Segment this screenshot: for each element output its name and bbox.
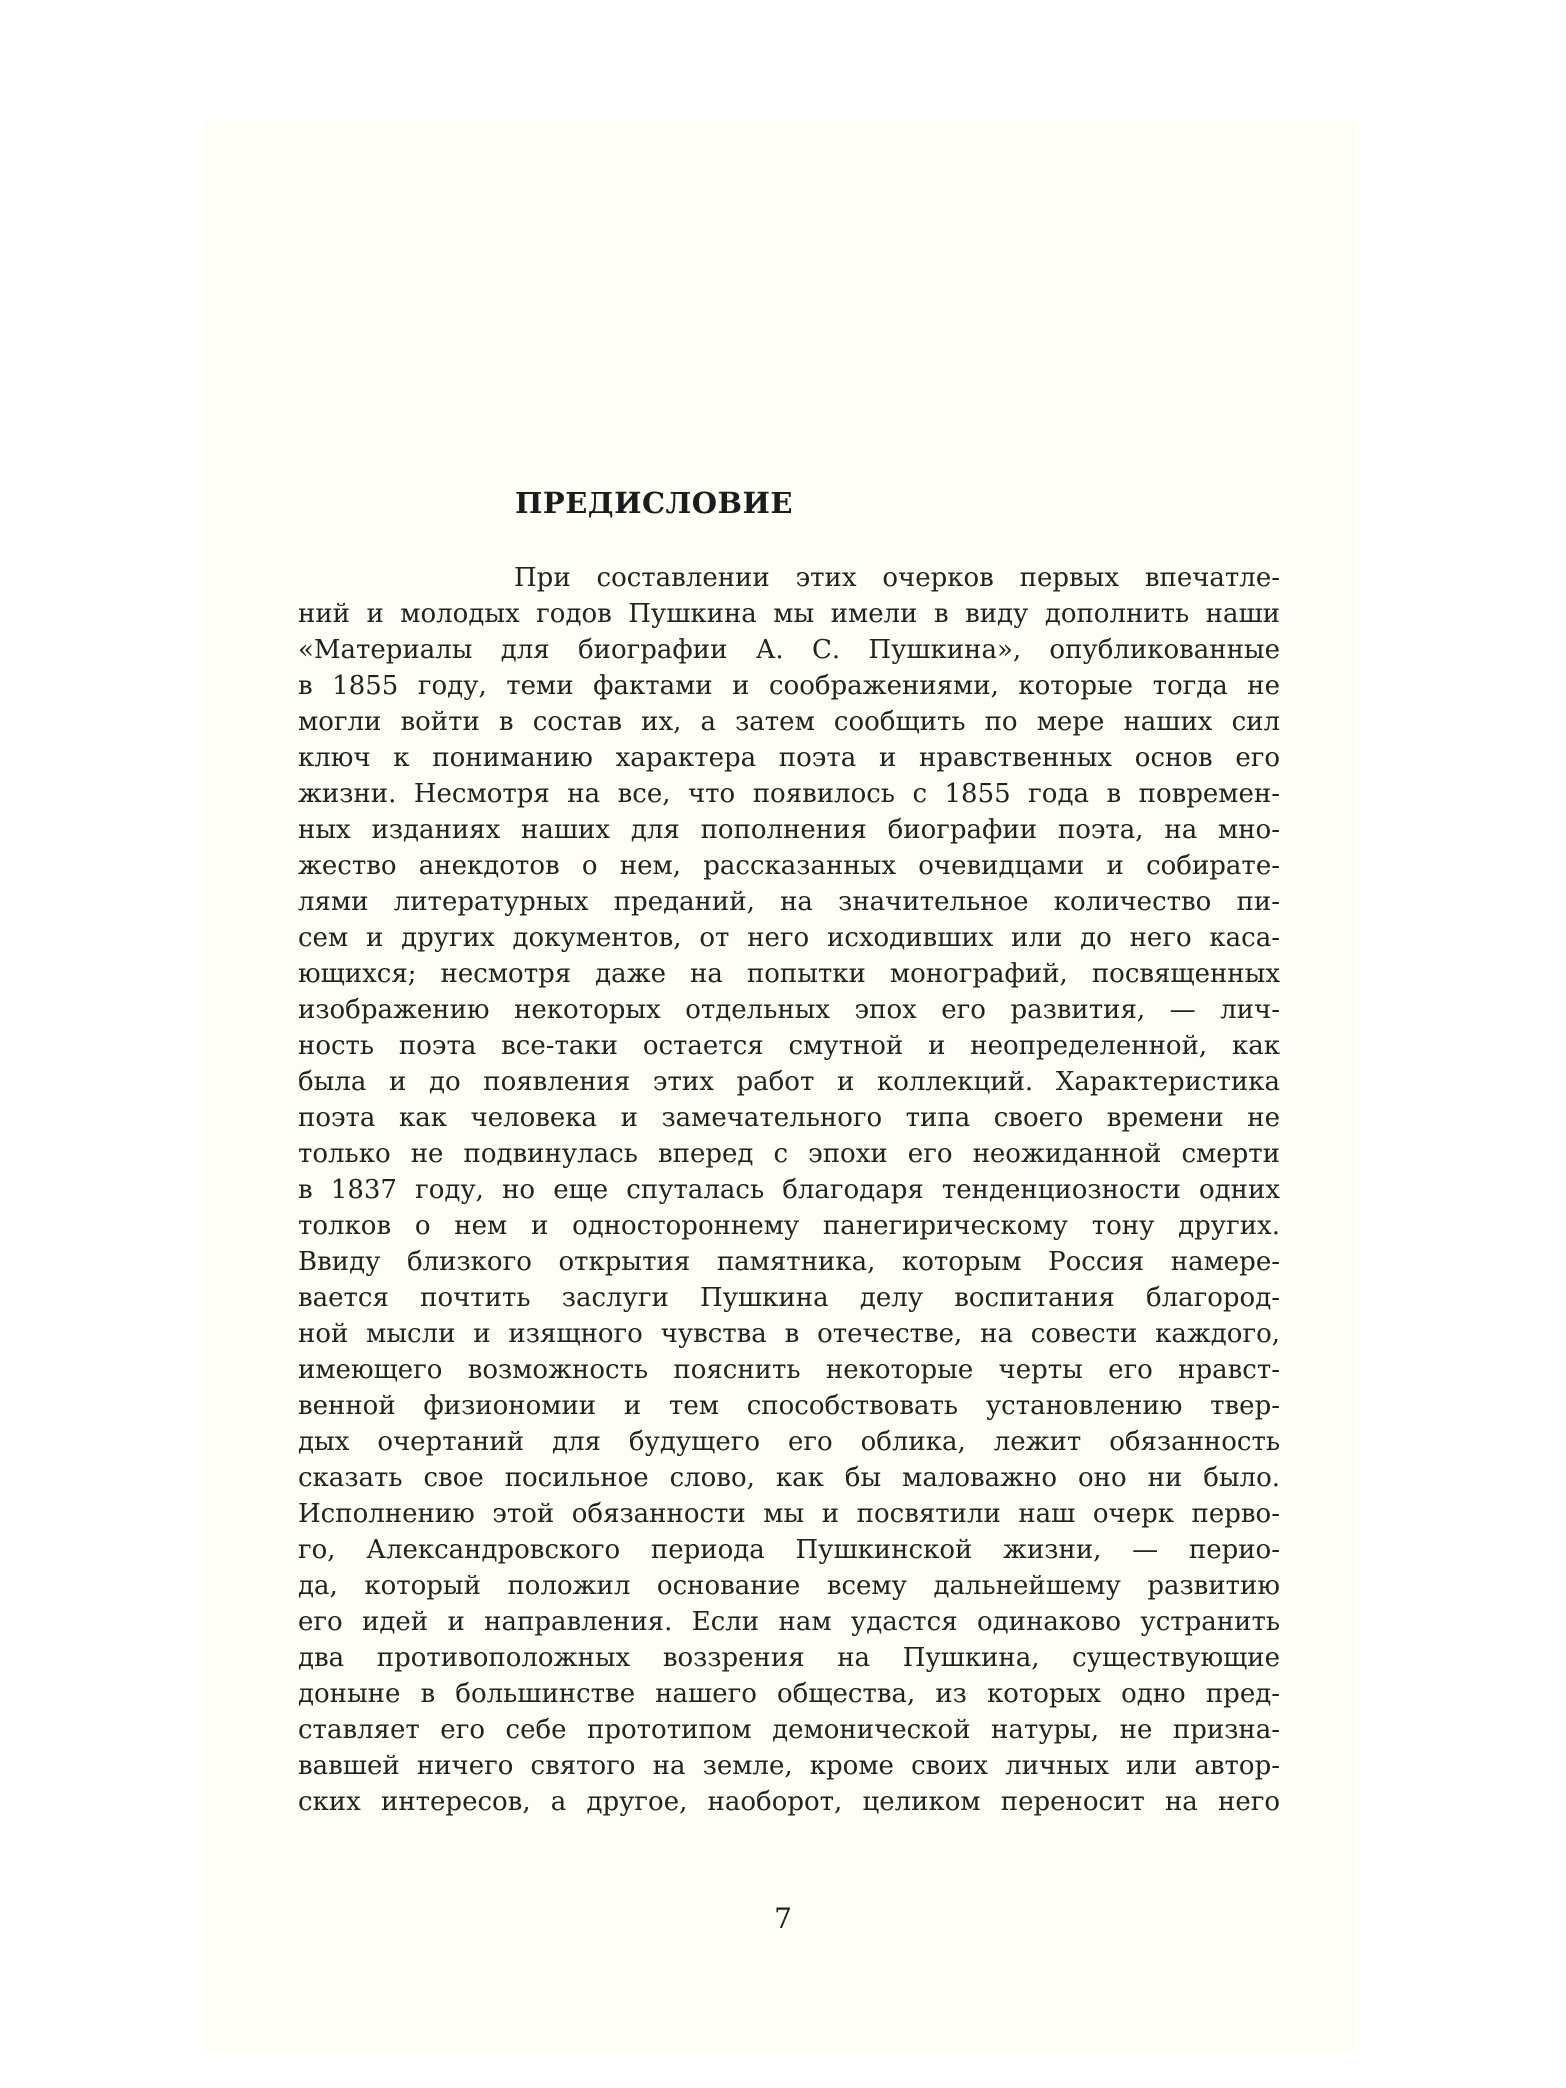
text-line: два противоположных воззрения на Пушкина, существующие (298, 1643, 1280, 1673)
text-line: венной физиономии и тем способствовать установлению твер- (298, 1391, 1280, 1421)
text-line: При составлении этих очерков первых впечатле- (514, 563, 1280, 593)
text-line: го, Александровского периода Пушкинской жизни, — перио- (298, 1535, 1280, 1565)
text-line: дых очертаний для будущего его облика, лежит обязанность (298, 1427, 1280, 1457)
text-line: имеющего возможность пояснить некоторые черты его нравст- (298, 1355, 1280, 1385)
text-line: ключ к пониманию характера поэта и нравственных основ его (298, 743, 1280, 773)
text-line: его идей и направления. Если нам удастся одинаково устранить (298, 1607, 1280, 1637)
text-line: в 1837 году, но еще спуталась благодаря тенденциозности одних (298, 1175, 1280, 1205)
text-line: жизни. Несмотря на все, что появилось с 1855 года в повремен- (298, 779, 1280, 809)
text-line: лями литературных преданий, на значительное количество пи- (298, 887, 1280, 917)
text-line: сем и других документов, от него исходивших или до него каса- (298, 923, 1280, 953)
text-line: ющихся; несмотря даже на попытки монографий, посвященных (298, 959, 1280, 989)
text-line: в 1855 году, теми фактами и соображениями, которые тогда не (298, 671, 1280, 701)
text-line: жество анекдотов о нем, рассказанных очевидцами и собирате- (298, 851, 1280, 881)
text-line: только не подвинулась вперед с эпохи его неожиданной смерти (298, 1139, 1280, 1169)
text-line: толков о нем и одностороннему панегирическому тону других. (298, 1211, 1280, 1241)
text-line: была и до появления этих работ и коллекций. Характеристика (298, 1067, 1280, 1097)
text-line: поэта как человека и замечательного типа своего времени не (298, 1103, 1280, 1133)
text-line: ность поэта все-таки остается смутной и неопределенной, как (298, 1031, 1280, 1061)
text-line: изображению некоторых отдельных эпох его развития, — лич- (298, 995, 1280, 1025)
text-line: ний и молодых годов Пушкина мы имели в виду дополнить наши (298, 599, 1280, 629)
text-line: Ввиду близкого открытия памятника, которым Россия намере- (298, 1247, 1280, 1277)
text-line: «Материалы для биографии А. С. Пушкина», опубликованные (298, 635, 1280, 665)
text-line: вается почтить заслуги Пушкина делу воспитания благород- (298, 1283, 1280, 1313)
text-line: Исполнению этой обязанности мы и посвятили наш очерк перво- (298, 1499, 1280, 1529)
preface-paragraph (298, 560, 1280, 1820)
text-line: вавшей ничего святого на земле, кроме своих личных или автор- (298, 1751, 1280, 1781)
page-title: ПРЕДИСЛОВИЕ (515, 486, 793, 520)
text-line: могли войти в состав их, а затем сообщить по мере наших сил (298, 707, 1280, 737)
text-line: сказать свое посильное слово, как бы маловажно оно ни было. (298, 1463, 1280, 1493)
page-number: 7 (774, 1902, 792, 1935)
text-line: ных изданиях наших для пополнения биографии поэта, на мно- (298, 815, 1280, 845)
text-line: ставляет его себе прототипом демонической натуры, не призна- (298, 1715, 1280, 1745)
text-line: доныне в большинстве нашего общества, из которых одно пред- (298, 1679, 1280, 1709)
text-line: ной мысли и изящного чувства в отечестве, на совести каждого, (298, 1319, 1280, 1349)
text-line: ских интересов, а другое, наоборот, целиком переносит на него (298, 1787, 1280, 1817)
text-line: да, который положил основание всему дальнейшему развитию (298, 1571, 1280, 1601)
